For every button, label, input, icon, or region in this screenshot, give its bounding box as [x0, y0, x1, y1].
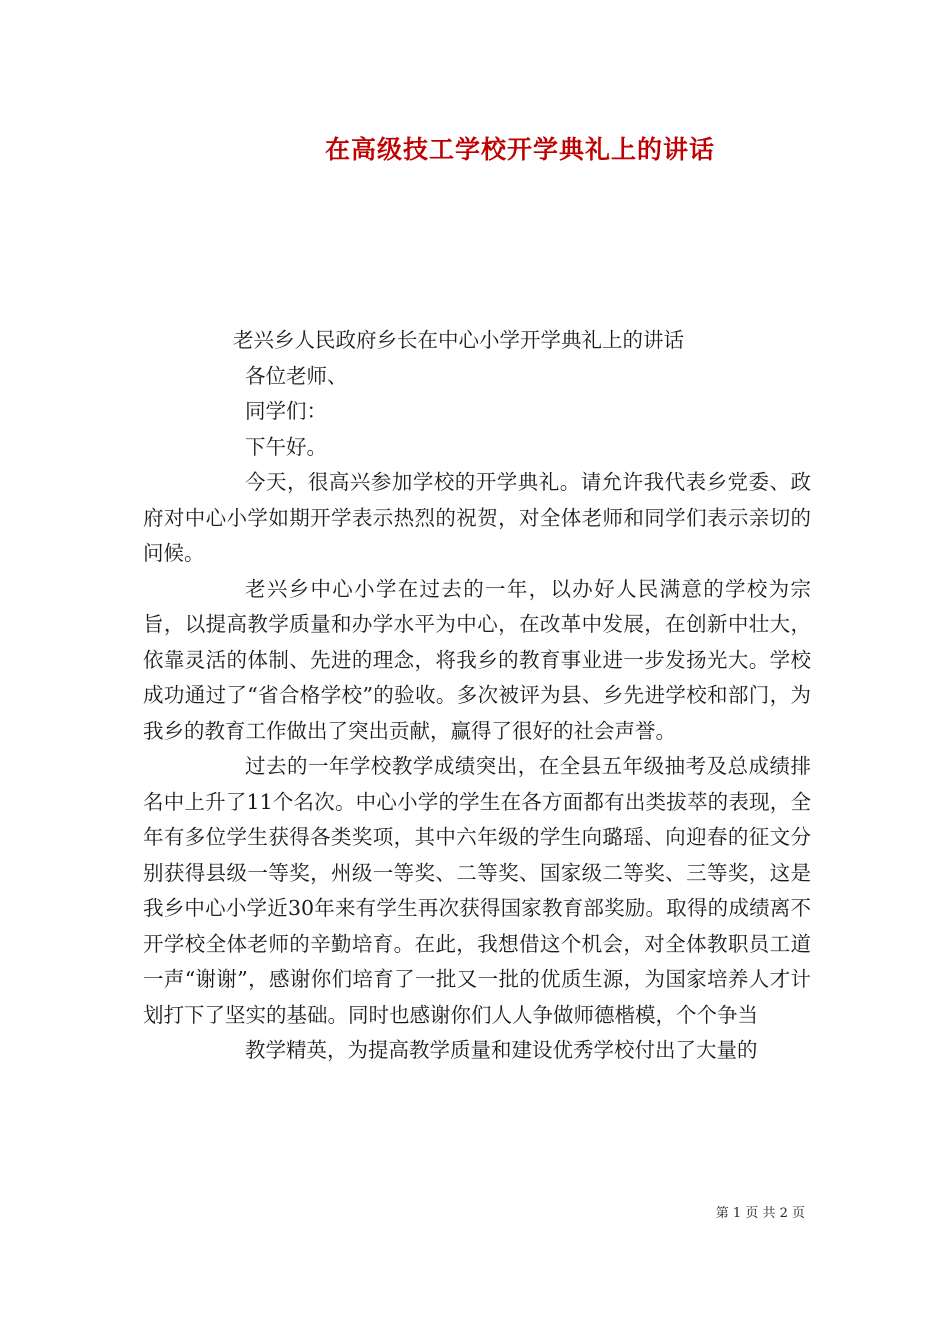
paragraph: 教学精英，为提高教学质量和建设优秀学校付出了大量的 [245, 1038, 758, 1062]
paragraph: 老兴乡中心小学在过去的一年，以办好人民满意的学校为宗旨，以提高教学质量和办学水平为中心，在改革中发展，在创新中壮大，依靠灵活的体制、先进的理念，将我乡的教育事业进一步发扬光大。学校成功通过了“省合格学校”的验收。多次被评为县、乡先进学校和部门，为我乡的教育工作做出了突出贡献，赢得了很好的社会声誉。 [143, 576, 811, 743]
speech-subtitle: 老兴乡人民政府乡长在中心小学开学典礼上的讲话 [233, 328, 684, 352]
document-body [143, 323, 811, 1069]
greeting-line: 各位老师、 [245, 363, 348, 388]
paragraph: 今天，很高兴参加学校的开学典礼。请允许我代表乡党委、政府对中心小学如期开学表示热烈的祝贺，对全体老师和同学们表示亲切的问候。 [143, 470, 811, 565]
document-title: 在高级技工学校开学典礼上的讲话 [324, 135, 715, 164]
greeting-line: 同学们： [245, 399, 327, 423]
paragraph: 过去的一年学校教学成绩突出，在全县五年级抽考及总成绩排名中上升了11个名次。中心小学的学生在各方面都有出类拔萃的表现，全年有多位学生获得各类奖项，其中六年级的学生向璐瑶、向迎春的征文分别获得县级一等奖，州级一等奖、二等奖、国家级二等奖、三等奖，这是我乡中心小学近30年来有学生再次获得国家教育部奖励。取得的成绩离不开学校全体老师的辛勤培育。在此，我想借这个机会，对全体教职员工道一声“谢谢”，感谢你们培育了一批又一批的优质生源，为国家培养人才计划打下了坚实的基础。同时也感谢你们人人争做师德楷模，个个争当 [143, 754, 811, 1027]
page-number: 第 1 页 共 2 页 [715, 1206, 805, 1221]
greeting-line: 下午好。 [245, 434, 327, 459]
